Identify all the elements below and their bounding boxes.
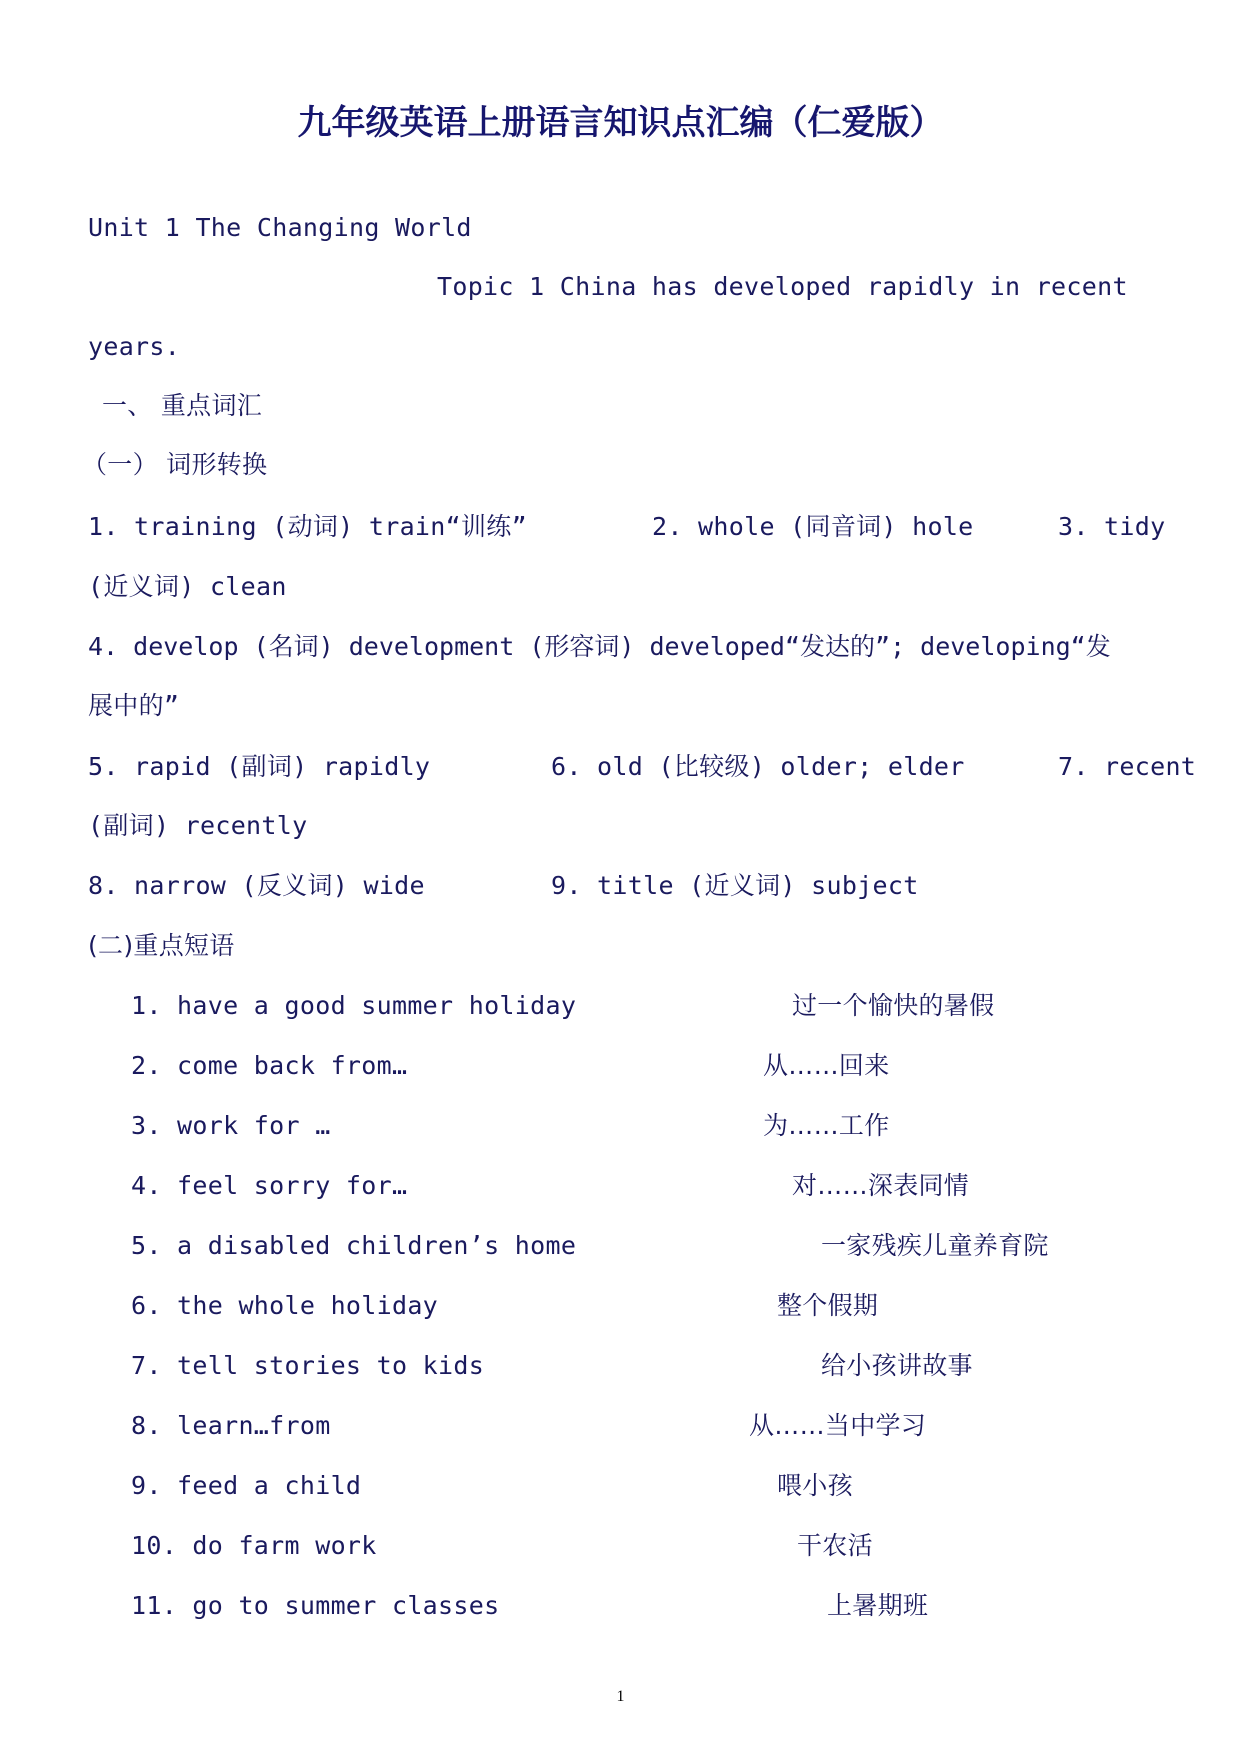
page-number: 1 [616,1688,625,1705]
unit-heading: Unit 1 The Changing World [88,213,472,242]
vocab-item-7-cont: (副词) recently [88,811,308,840]
topic-heading-line2: years. [88,332,181,361]
vocab-item-6: 6. old (比较级) older; elder [551,752,965,781]
phrase-cn: 喂小孩 [777,1471,853,1500]
vocab-item-5: 5. rapid (副词) rapidly [88,752,431,781]
phrase-en: 10. do farm work [131,1531,377,1560]
phrase-en: 6. the whole holiday [131,1291,439,1320]
vocab-item-2: 2. whole (同音词) hole [652,512,974,541]
phrase-cn: 从……当中学习 [749,1411,927,1440]
vocab-item-7: 7. recent [1058,752,1197,781]
phrase-en: 11. go to summer classes [131,1591,500,1620]
phrase-cn: 过一个愉快的暑假 [792,991,995,1020]
phrase-en: 1. have a good summer holiday [131,991,577,1020]
phrase-en: 7. tell stories to kids [131,1351,485,1380]
phrase-cn: 整个假期 [777,1291,879,1320]
topic-heading-line1: Topic 1 China has developed rapidly in recent [437,272,1128,301]
phrase-en: 3. work for … [131,1111,331,1140]
phrase-en: 2. come back from… [131,1051,408,1080]
phrase-cn: 给小孩讲故事 [821,1351,973,1380]
vocab-item-4: 4. develop (名词) development (形容词) developed“发达的”; developing“发 [88,632,1111,661]
phrase-cn: 一家残疾儿童养育院 [821,1231,1049,1260]
phrase-en: 8. learn…from [131,1411,331,1440]
vocab-item-3-cont: (近义词) clean [88,572,287,601]
phrase-en: 5. a disabled children’s home [131,1231,577,1260]
phrase-en: 4. feel sorry for… [131,1171,408,1200]
vocab-item-9: 9. title (近义词) subject [551,871,919,900]
phrase-cn: 为……工作 [763,1111,890,1140]
vocab-item-3: 3. tidy [1058,512,1166,541]
vocab-item-1: 1. training (动词) train“训练” [88,512,527,541]
vocab-item-8: 8. narrow (反义词) wide [88,871,425,900]
subsection-heading-phrases: (二)重点短语 [88,931,235,960]
document-title: 九年级英语上册语言知识点汇编（仁爱版） [297,103,944,143]
vocab-item-4-cont: 展中的” [88,691,180,720]
phrase-cn: 上暑期班 [827,1591,929,1620]
phrase-cn: 干农活 [797,1531,873,1560]
phrase-cn: 从……回来 [763,1051,890,1080]
section-heading-vocabulary: 一、 重点词汇 [102,391,263,420]
phrase-en: 9. feed a child [131,1471,362,1500]
subsection-heading-word-forms: （一） 词形转换 [82,450,268,479]
phrase-cn: 对……深表同情 [792,1171,970,1200]
